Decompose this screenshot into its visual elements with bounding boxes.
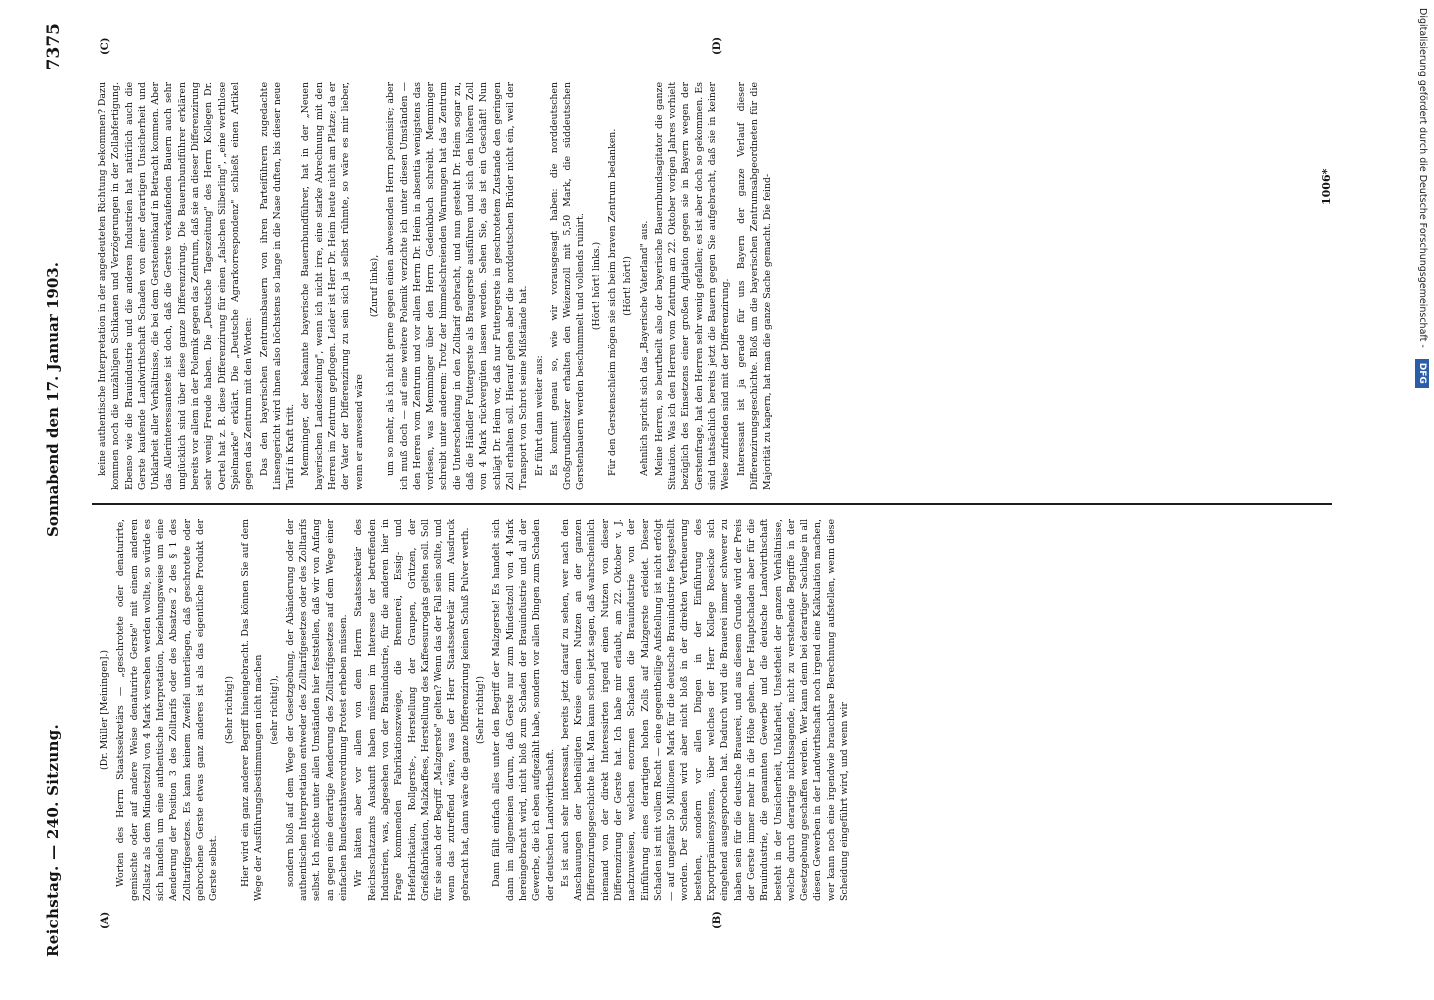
interjection: (Sehr richtig!) (223, 675, 235, 745)
interjection: (Hört! hört!) (622, 256, 634, 316)
quotation: Für den Gerstenschleim mögen sie sich beim braven Zentrum bedanken. (606, 128, 618, 476)
paragraph: Er führt dann weiter aus: (533, 355, 545, 476)
paragraph: Es ist auch sehr interessant, bereits jetzt darauf zu sehen, wer nach den Anschauungen der betheiligten Kreise einen Nutzen an der ganzen Differenzirungsgeschichte hat. Man kann schon jetzt sagen, daß wahrscheinlich niemand von der direkt Interessirten irgend einen Nutzen von dieser Differenzirung der Gerste hat. Ich habe mir erlaubt, am 22. Oktober v. J. nachzuweisen, welchen enormen Schaden die Brauindustrie von der Einführung eines derartigen hohen Zolls auf Malzgerste erleidet. Dieser Schaden ist mit vollem Recht — eine gegentheilige Aufstellung ist nicht erfolgt — auf ungefähr 50 Millionen Mark für die deutsche Brauindustrie festgestellt worden. Der Schaden wird aber nicht bloß in der direkten Vertheuerung bestehen, sondern vor allen Dingen in der Einführung des Exportprämiensystems, über welches der Herr Kollege Roesicke sich eingehend ausgesprochen hat. Dadurch wird die Brauerei immer schwerer zu haben sein für die deutsche Brauerei, und aus diesem Grunde wird der Preis der Gerste immer mehr in die Höhe gehen. Der Hauptschaden aber für die Brauindustrie, die genannten Gewerbe und die deutsche Landwirthschaft besteht in der Unsicherheit, Unklarheit, Unstetheit der ganzen Verhältnisse, welche durch derartige nichtssagende, nicht zu verstehende Begriffe in der Gesetzgebung geschaffen werden. Wer kann denn bei derartiger Sachlage in all diesen Gewerben in der Landwirthschaft noch irgend eine Kalkulation machen, wer kann noch eine irgendwie brauchbare Berechnung aufstellen, wenn diese Scheidung eingeführt wird, und wenn wir (559, 519, 851, 901)
paragraph: Interessant ist ja gerade für uns Bayern der ganze Verlauf dieser Differenzirungsgeschichte. Bloß um die bayerischen Zentrumsabgeordneten für die Majorität zu kapern, hat man die ganze Sache gemacht. Die feind- (735, 82, 774, 490)
paragraph: Aehnlich spricht sich das „Bayerische Vaterland" aus. (638, 220, 650, 476)
left-text-column (96, 519, 1316, 901)
paragraph: Meine Herren, so beurtheilt also der bayerische Bauernbundsagitator die ganze Situation. Was ich den Herren vom Zentrum am 22. Oktober vorigen Jahres vorhielt bezüglich des Einsetzens einer großen Agitation gegen sie in Bayern wegen der Gerstenfrage, hat den Herren sehr wenig gefallen; es ist aber doch so gekommen. Es sind thatsächlich bereits jetzt die Bauern gegen Sie aufgebracht, daß sie in keiner Weise zufrieden sind mit der Differenzirung. (653, 82, 732, 490)
sheet-number: 1006* (1320, 168, 1333, 205)
paragraph: Wir hätten aber vor allem von dem Herrn Staatssekretär des Reichsschatzamts Auskunft haben müssen im Interesse der betreffenden Industrien, was, abgesehen von der Brauindustrie, für die anderen hier in Frage kommenden Fabrikationszweige, die Brennerei, Essig- und Hefefabrikation, Rollgerste-, Herstellung der Graupen, Grützen, der Grießfabrikation, Malzkaffees, Herstellung des Kaffeesurrogats gelten soll. Soll für sie auch der Begriff „Malzgerste" gelten? Wenn das der Fall sein sollte, und wenn das zutreffend wäre, was der Herr Staatssekretär zum Ausdruck gebracht hat, dann wäre die ganze Differenzirung keinen Schuß Pulver werth. (353, 519, 471, 901)
margin-letter-c: (C) (100, 37, 111, 55)
header-date: Sonnabend den 17. Januar 1903. (44, 262, 62, 537)
paragraph: keine authentische Interpretation in der angedeuteten Richtung bekommen? Dazu kommen noch die unzähligen Schikanen und Verzögerungen in der Zollabfertigung. Ebenso wie die Brauindustrie und die anderen Industrien hat natürlich auch die Gerste kaufende Landwirthschaft Schaden von einer derartigen Unsicherheit und Unklarheit aller Verhältnisse, die bei dem Gersteneinkauf in Betracht kommen. Aber das Allerinteressanteste ist doch, daß die Gerste verkaufenden Bauern auch sehr unglücklich sind über diese ganze Differenzirung. Die Bauernbundführer erklären bereits vor allem in der Polemik gegen das Zentrum, daß sie an dieser Differenzirung sehr wenig Freude haben. Die „Deutsche Tageszeitung" des Herrn Kollegen Dr. Oertel hat z. B. diese Differenzirung für einen „falschen Silberling", „eine werthlose Spielmarke" erklärt. Die „Deutsche Agrarkorrespondenz" schließt einen Artikel gegen das Zentrum mit den Worten: (97, 82, 255, 490)
paragraph: um so mehr, als ich nicht gerne gegen einen abwesenden Herrn polemisire; aber ich muß doch — auf eine weitere Polemik verzichte ich unter diesen Umständen — den Herren vom Zentrum und vor allem Herrn Dr. Heim in absentia wenigstens das vorlesen, was Memminger über den Herrn Gedenkbuch schreibt. Memminger schreibt unter anderem: Trotz der himmelschreienden Warnungen hat das Zentrum die Unterscheidung in den Zolltarif gebracht, und nun gesteht Dr. Heim sogar zu, daß die Händler Futtergerste als Braugerste ausführen und sich den höheren Zoll von 4 Mark rückvergüten lassen werden. Sehen Sie, das ist ein Geschäft! Nun schlägt Dr. Heim vor, daß nur Futtergerste in geschrotetem Zustande den geringen Zoll erhalten soll. Hierauf gehen aber die norddeutschen Brüder nicht ein, weil der Transport von Schrot seine Mißstände hat. (385, 82, 530, 490)
paragraph: Worten des Herrn Staatssekretärs — „geschrotete oder denaturirte, gemischte oder auf andere Weise denaturirte Gerste" mit einem anderen Zollsatz als dem Mindestzoll von 4 Mark versehen werden wollte, so würde es sich handeln um eine authentische Interpretation, beziehungsweise um eine Aenderung der Position 3 des Zolltarifs oder des Absatzes 2 des § 1 des Zolltarifgesetzes. Es kann keinem Zweifel unterliegen, daß geschrotete oder gebrochene Gerste etwas ganz anderes ist als das eigentliche Produkt der Gerste selbst. (115, 519, 220, 901)
interjection: (Zuruf links), (368, 254, 380, 318)
column-divider (92, 503, 1332, 505)
speaker-line: (Dr. Müller [Meiningen].) (99, 650, 110, 770)
paragraph: sondern bloß auf dem Wege der Gesetzgebung, der Abänderung oder der authentischen Interpretation entweder des Zolltarifgesetzes oder des Zolltarifs selbst. Ich möchte unter allen Umständen hier feststellen, daß wir von Anfang an gegen eine derartige Aenderung des Zolltarifgesetzes auf dem Wege einer einfachen Bundesrathsverordnung Protest erheben müssen. (284, 519, 350, 901)
paragraph: Dann fällt einfach alles unter den Begriff der Malzgerste! Es handelt sich dann im allgemeinen darum, daß Gerste nur zum Mindestzoll von 4 Mark hereingebracht wird, nicht bloß zum Schaden der Brauindustrie und all der Gewerbe, die ich eben aufgezählt habe, sondern vor allen Dingen zum Schaden der deutschen Landwirthschaft. (491, 519, 556, 901)
paragraph: Memminger, der bekannte bayerische Bauernbundführer, hat in der „Neuen bayerischen Landeszeitung", wenn ich nicht irre, eine starke Abrechnung mit den Herren im Zentrum gepflogen. Leider ist Herr Dr. Heim heute nicht am Platze; da er der Vater der Differenzirung zu sein sich ja selbst rühmte, so wäre es mir lieber, wenn er anwesend wäre (300, 82, 365, 490)
interjection: (Sehr richtig!) (475, 675, 487, 745)
header-left: Reichstag. — 240. Sitzung. (44, 723, 62, 957)
margin-letter-d: (D) (712, 36, 723, 55)
dfg-logo: DFG (1415, 359, 1429, 388)
paragraph: Hier wird ein ganz anderer Begriff hineingebracht. Das können Sie auf dem Wege der Ausführungsbestimmungen nicht machen (239, 519, 265, 901)
margin-letter-b: (B) (712, 911, 723, 929)
margin-letter-a: (A) (100, 911, 111, 929)
running-header (44, 15, 80, 967)
credit-strip (1414, 8, 1434, 988)
interjection: (sehr richtig!), (268, 675, 280, 745)
quotation: Das den bayerischen Zentrumsbauern von ihren Parteiführern zugedachte Linsengericht wird ihnen also höchstens so lange in die Nase duften, bis dieser neue Tarif in Kraft tritt. (258, 82, 297, 490)
rotated-page-content (0, 5, 1400, 995)
interjection: (Hört! hört! links.) (590, 241, 602, 331)
quotation: Es kommt genau so, wie wir vorausgesagt haben: die norddeutschen Großgrundbesitzer erhalten den Weizenzoll mit 5,50 Mark, die süddeutschen Gerstenbauern werden beschummelt und vollends ruinirt. (548, 82, 587, 490)
page-number: 7375 (44, 23, 64, 71)
right-text-column (96, 82, 1316, 490)
funding-credit: Digitalisierung gefördert durch die Deutsche Forschungsgemeinschaft - (1417, 8, 1428, 348)
